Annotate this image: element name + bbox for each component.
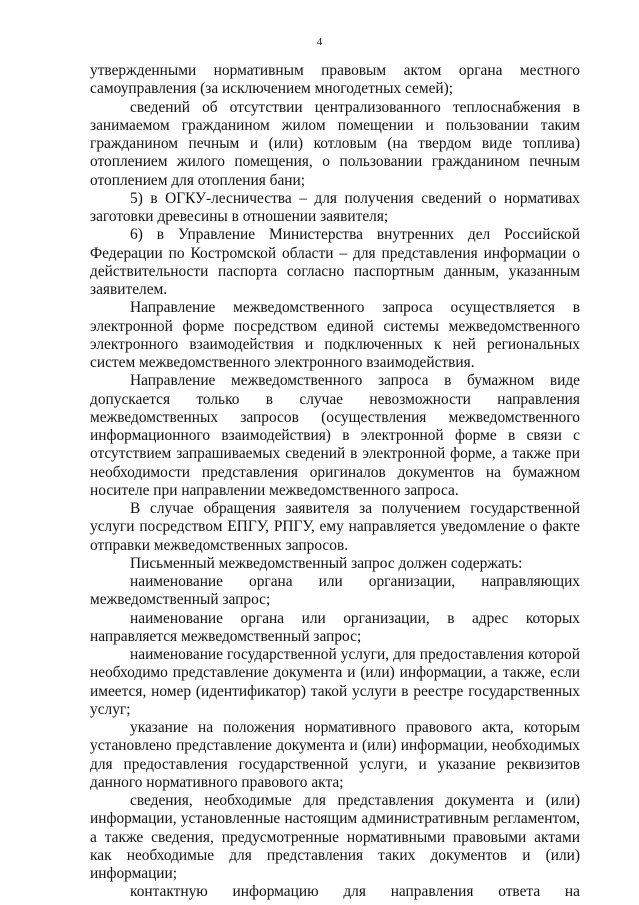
paragraph-service-name: наименование государственной услуги, для предоставления которой необходимо представление документа и (или) информации, а также, если имеется, номер (идентификатор) такой услуги в реестре государственных услуг;: [90, 646, 580, 718]
paragraph-request-contents-intro: Письменный межведомственный запрос должен содержать:: [130, 554, 523, 572]
paragraph-electronic-request: Направление межведомственного запроса осуществляется в электронной форме посредством единой системы межведомственного электронного взаимодействия и подключенных к ней региональных систем межведомственного электронного взаимодействия.: [90, 299, 580, 371]
page-number: 4: [316, 36, 323, 48]
paragraph-legal-act-reference: указание на положения нормативного правового акта, которым установлено представление документа и (или) информации, необходимых для предоставления государственной услуги, и указание реквизитов данного нормативного правового акта;: [90, 719, 580, 791]
paragraph-item-6-mvd: 6) в Управление Министерства внутренних дел Российской Федерации по Костромской области – для представления информации о действительности паспорта согласно паспортным данным, указанным заявителем.: [90, 226, 580, 298]
paragraph-heating-info: сведений об отсутствии централизованного теплоснабжения в занимаемом гражданином жилом помещении и пользовании таким гражданином печным и (или) котловым (на твердом виде топлива) отоплением жилого помещения, о пользовании гражданином печным отоплением для отопления бани;: [90, 98, 580, 189]
paragraph-addressee-body-name: наименование органа или организации, в адрес которых направляется межведомственный запрос;: [90, 609, 580, 645]
paragraph-item-5-forestry: 5) в ОГКУ-лесничества – для получения сведений о нормативах заготовки древесины в отношении заявителя;: [90, 189, 580, 225]
paragraph-paper-request: Направление межведомственного запроса в бумажном виде допускается только в случае невозможности направления межведомственных запросов (осуществления межведомственного информационного взаимодействия) в электронной форме в связи с отсутствием запрашиваемых сведений в электронной форме, а также при необходимости представления оригиналов документов на бумажном носителе при направлении межведомственного запроса.: [90, 372, 580, 499]
paragraph-requesting-body-name: наименование органа или организации, направляющих межведомственный запрос;: [90, 573, 580, 609]
document-body: [90, 62, 580, 902]
paragraph-epgu-notification: В случае обращения заявителя за получением государственной услуги посредством ЕПГУ, РПГУ, ему направляется уведомление о факте отправки межведомственных запросов.: [90, 500, 580, 554]
paragraph-required-information: сведения, необходимые для представления документа и (или) информации, установленные настоящим административным регламентом, а также сведения, предусмотренные нормативными правовыми актами как необходимые для представления таких документов и (или) информации;: [90, 792, 580, 882]
paragraph-continuation: утвержденными нормативным правовым актом органа местного самоуправления (за исключением многодетных семей);: [90, 62, 580, 98]
paragraph-contact-info: контактную информацию для направления ответа на: [130, 883, 580, 901]
